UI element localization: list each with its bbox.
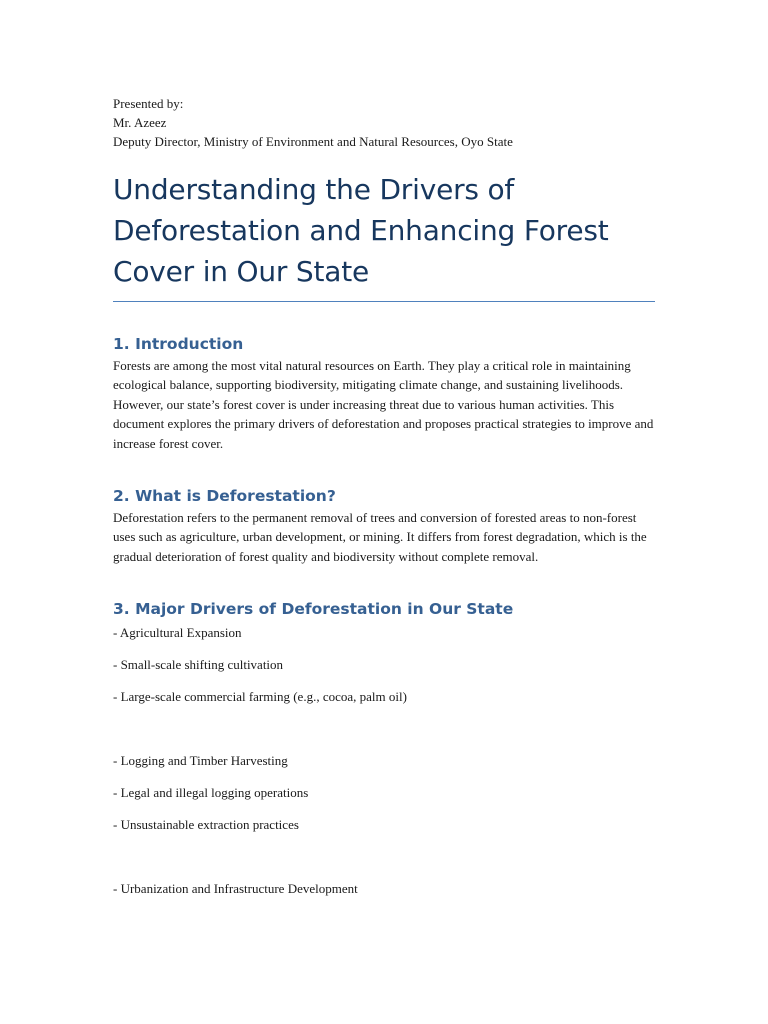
list-item: - Large-scale commercial farming (e.g., cocoa, palm oil) <box>113 689 407 705</box>
what-is-deforestation-paragraph: Deforestation refers to the permanent removal of trees and conversion of forested areas to non-forest uses such as agriculture, urban development, or mining. It differs from forest degradation, which is the gradual deterioration of forest quality and biodiversity without complete removal. <box>113 510 647 564</box>
what-is-deforestation-heading: 2. What is Deforestation? <box>113 487 336 506</box>
title-line-1: Understanding the Drivers of <box>113 173 515 206</box>
document-page <box>113 94 655 911</box>
presenter-label: Presented by: <box>113 96 184 111</box>
list-item: - Urbanization and Infrastructure Development <box>113 881 358 897</box>
presenter-name: Mr. Azeez <box>113 115 167 130</box>
presenter-role: Deputy Director, Ministry of Environment and Natural Resources, Oyo State <box>113 134 513 149</box>
list-item: - Logging and Timber Harvesting <box>113 753 288 769</box>
list-item: - Small-scale shifting cultivation <box>113 657 284 673</box>
document-title <box>113 169 655 292</box>
title-divider <box>113 301 655 302</box>
title-line-3: Cover in Our State <box>113 255 370 288</box>
drivers-list <box>113 623 655 898</box>
list-item: - Agricultural Expansion <box>113 625 242 641</box>
presenter-block <box>113 94 655 151</box>
list-item: - Legal and illegal logging operations <box>113 785 309 801</box>
introduction-paragraph: Forests are among the most vital natural resources on Earth. They play a critical role in maintaining ecological balance, supporting biodiversity, mitigating climate change, and sustaining livelihoods. However, our state’s forest cover is under increasing threat due to various human activities. This document explores the primary drivers of deforestation and proposes practical strategies to improve and increase forest cover. <box>113 358 654 451</box>
title-line-2: Deforestation and Enhancing Forest <box>113 214 609 247</box>
list-item: - Unsustainable extraction practices <box>113 817 299 833</box>
major-drivers-heading: 3. Major Drivers of Deforestation in Our State <box>113 600 514 619</box>
introduction-heading: 1. Introduction <box>113 335 244 353</box>
